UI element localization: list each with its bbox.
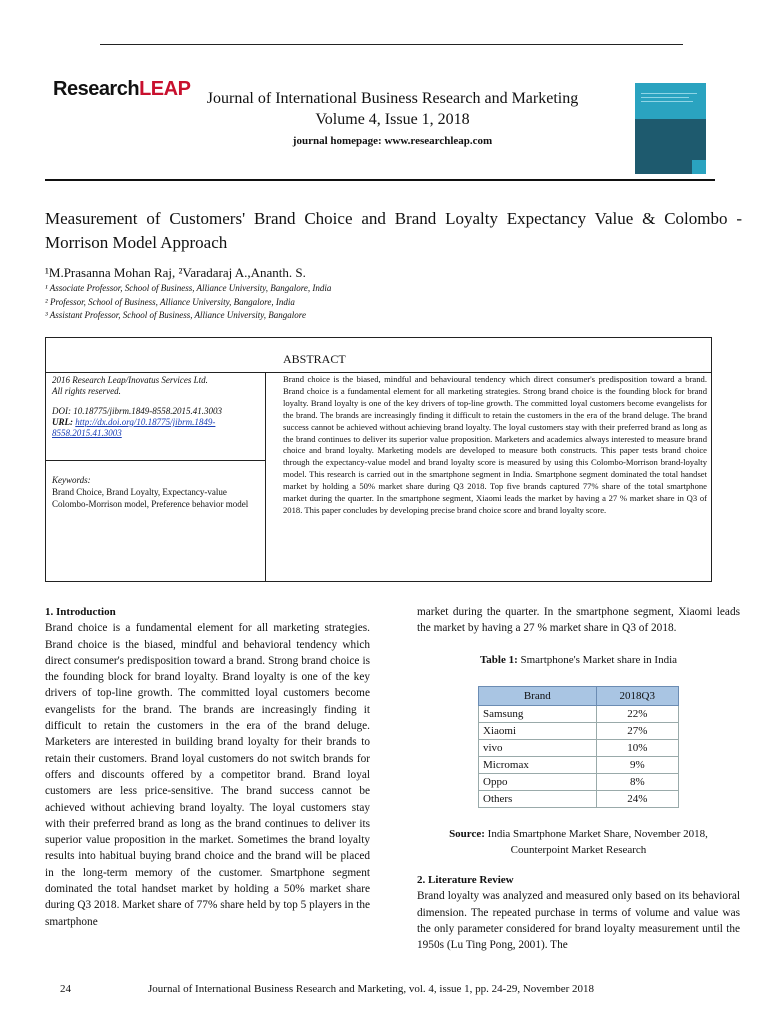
doi-url-link[interactable]: http://dx.doi.org/10.18775/jibrm.1849-8558.2015.41.3003 [52, 417, 216, 438]
publisher-logo[interactable]: ResearchLEAP [53, 78, 191, 100]
abstract-box-divider [45, 372, 712, 373]
article-title: Measurement of Customers' Brand Choice and Brand Loyalty Expectancy Value & Colombo - Morrison Model Approach [45, 209, 742, 252]
author-list: ¹M.Prasanna Mohan Raj, ²Varadaraj A.,Ananth. S. [45, 265, 306, 280]
table-caption-label: Table 1: [479, 654, 518, 666]
introduction-continuation: market during the quarter. In the smartphone segment, Xiaomi leads the market by having a 27 % market share in Q3 of 2018. [417, 606, 740, 635]
keywords-label: Keywords: [52, 475, 91, 485]
journal-name: Journal of International Business Research and Marketing [206, 90, 579, 107]
table-row: Xiaomi 27% [479, 723, 679, 740]
source-line-2: Counterpoint Market Research [510, 844, 647, 856]
rights: All rights reserved. [52, 386, 121, 396]
table-source [417, 826, 740, 858]
abstract-text: Brand choice is the biased, mindful and behavioural tendency which direct consumer's predisposition toward a brand. Brand choice is a fundamental element for all marketing strategies. Strong brand choice is the founding block for brand loyalty. Brand loyalty is one of the key drivers of top-line growth. The committed loyal customers become evangelists for the brand. The brands are increasingly finding it difficult to retain the customers in the era of the brand deluge. The brand success cannot be achieved without achieving brand loyalty. The loyal customers stay with their preferred brand as long as the brand continues to deliver its superior value proposition. Marketers and academics always interested to measure brand choice and brand loyalty. Marketing models are developed to measure both constructs. This paper tests brand choice through the expectancy-value model and brand loyalty score is measured by using this Colombo-Morrison brand-loyalty model. This research is carried out in the smartphone segment in India. Smartphone segment dominated the total handset market by holding a 50% market share during Q3 2018. Top five brands captured 77% share of the total smartphone market during the quarter. In the smartphone segment, Xiaomi leads the market by having a 27 % market share in Q3 of 2018. This paper concludes by developing precise brand choice score and brand loyalty score. [283, 374, 707, 515]
source-label: Source: [449, 828, 485, 840]
keywords-text: Brand Choice, Brand Loyalty, Expectancy-value Colombo-Morrison model, Preference behavior model [52, 487, 249, 509]
affiliation-3: ³ Assistant Professor, School of Business, Alliance University, Bangalore [45, 310, 306, 320]
table-header-row [479, 687, 679, 706]
abstract-box-column-divider [265, 372, 266, 582]
abstract-heading: ABSTRACT [283, 352, 346, 366]
keywords-section [52, 474, 262, 510]
article-info [52, 375, 260, 439]
table-header-brand: Brand [479, 687, 597, 706]
literature-review-heading: 2. Literature Review [417, 874, 514, 886]
table-row: vivo 10% [479, 740, 679, 757]
table-caption-text: Smartphone's Market share in India [520, 654, 678, 666]
journal-volume: Volume 4, Issue 1, 2018 [315, 111, 470, 128]
header-divider [45, 179, 715, 181]
doi: DOI: 10.18775/jibrm.1849-8558.2015.41.3003 [52, 406, 222, 416]
introduction-section [45, 604, 370, 930]
journal-homepage: journal homepage: www.researchleap.com [292, 135, 493, 147]
header-rule [100, 44, 683, 45]
journal-cover-image [635, 83, 706, 174]
journal-header [205, 88, 580, 152]
page-number: 24 [60, 983, 71, 995]
introduction-heading: 1. Introduction [45, 606, 116, 618]
literature-review-text: Brand loyalty was analyzed and measured only based on its behavioral dimension. The repeated purchase in terms of volume and value was the only parameter considered for brand loyalty measurement until the 1950s (Lu Ting Pong, 2001). The [417, 890, 740, 952]
market-share-table [478, 686, 679, 808]
introduction-text: Brand choice is a fundamental element for all marketing strategies. Brand choice is the biased, mindful and behavioral tendency which direct consumer's predisposition toward a brand. Strong brand choice is the founding block for brand loyalty. Brand loyalty is one of the key drivers of top-line growth. The committed loyal customers become evangelists for the brand. The brands are increasingly finding it difficult to retain the customers in the era of the brand deluge. Marketers are interested in building brand loyalty for their brands to retain their customers. Brand loyal customers do not switch brands for offers and discounts offered by a competitor brand. Brand loyal customers are less price-sensitive. The brand success cannot be achieved without achieving brand loyalty. The loyal customers stay with their preferred brand as long as the brand continues to deliver its superior value proposition in the market. Sometimes the brand loyalty results into habitual buying brand choice and the brand will be placed in the long-term memory of the customer. Smartphone segment dominated the total handset market by holding a 50% market share during Q3 2018. Market share of 77% share held by top 5 players in the smartphone [45, 622, 370, 928]
table-row: Others 24% [479, 791, 679, 808]
footer-citation: Journal of International Business Research and Marketing, vol. 4, issue 1, pp. 24-29, November 2018 [148, 983, 595, 995]
table-row: Micromax 9% [479, 757, 679, 774]
source-line-1: India Smartphone Market Share, November 2018, [487, 828, 708, 840]
table-row: Samsung 22% [479, 706, 679, 723]
table-caption [417, 654, 740, 666]
info-divider [45, 460, 265, 461]
affiliation-2: ² Professor, School of Business, Alliance University, Bangalore, India [45, 297, 295, 307]
table-header-quarter: 2018Q3 [596, 687, 678, 706]
table-row: Oppo 8% [479, 774, 679, 791]
url-label: URL: [52, 417, 73, 427]
literature-review-section [417, 872, 740, 953]
affiliation-1: ¹ Associate Professor, School of Business, Alliance University, Bangalore, India [45, 283, 332, 293]
copyright: 2016 Research Leap/Inovatus Services Ltd. [52, 375, 208, 385]
